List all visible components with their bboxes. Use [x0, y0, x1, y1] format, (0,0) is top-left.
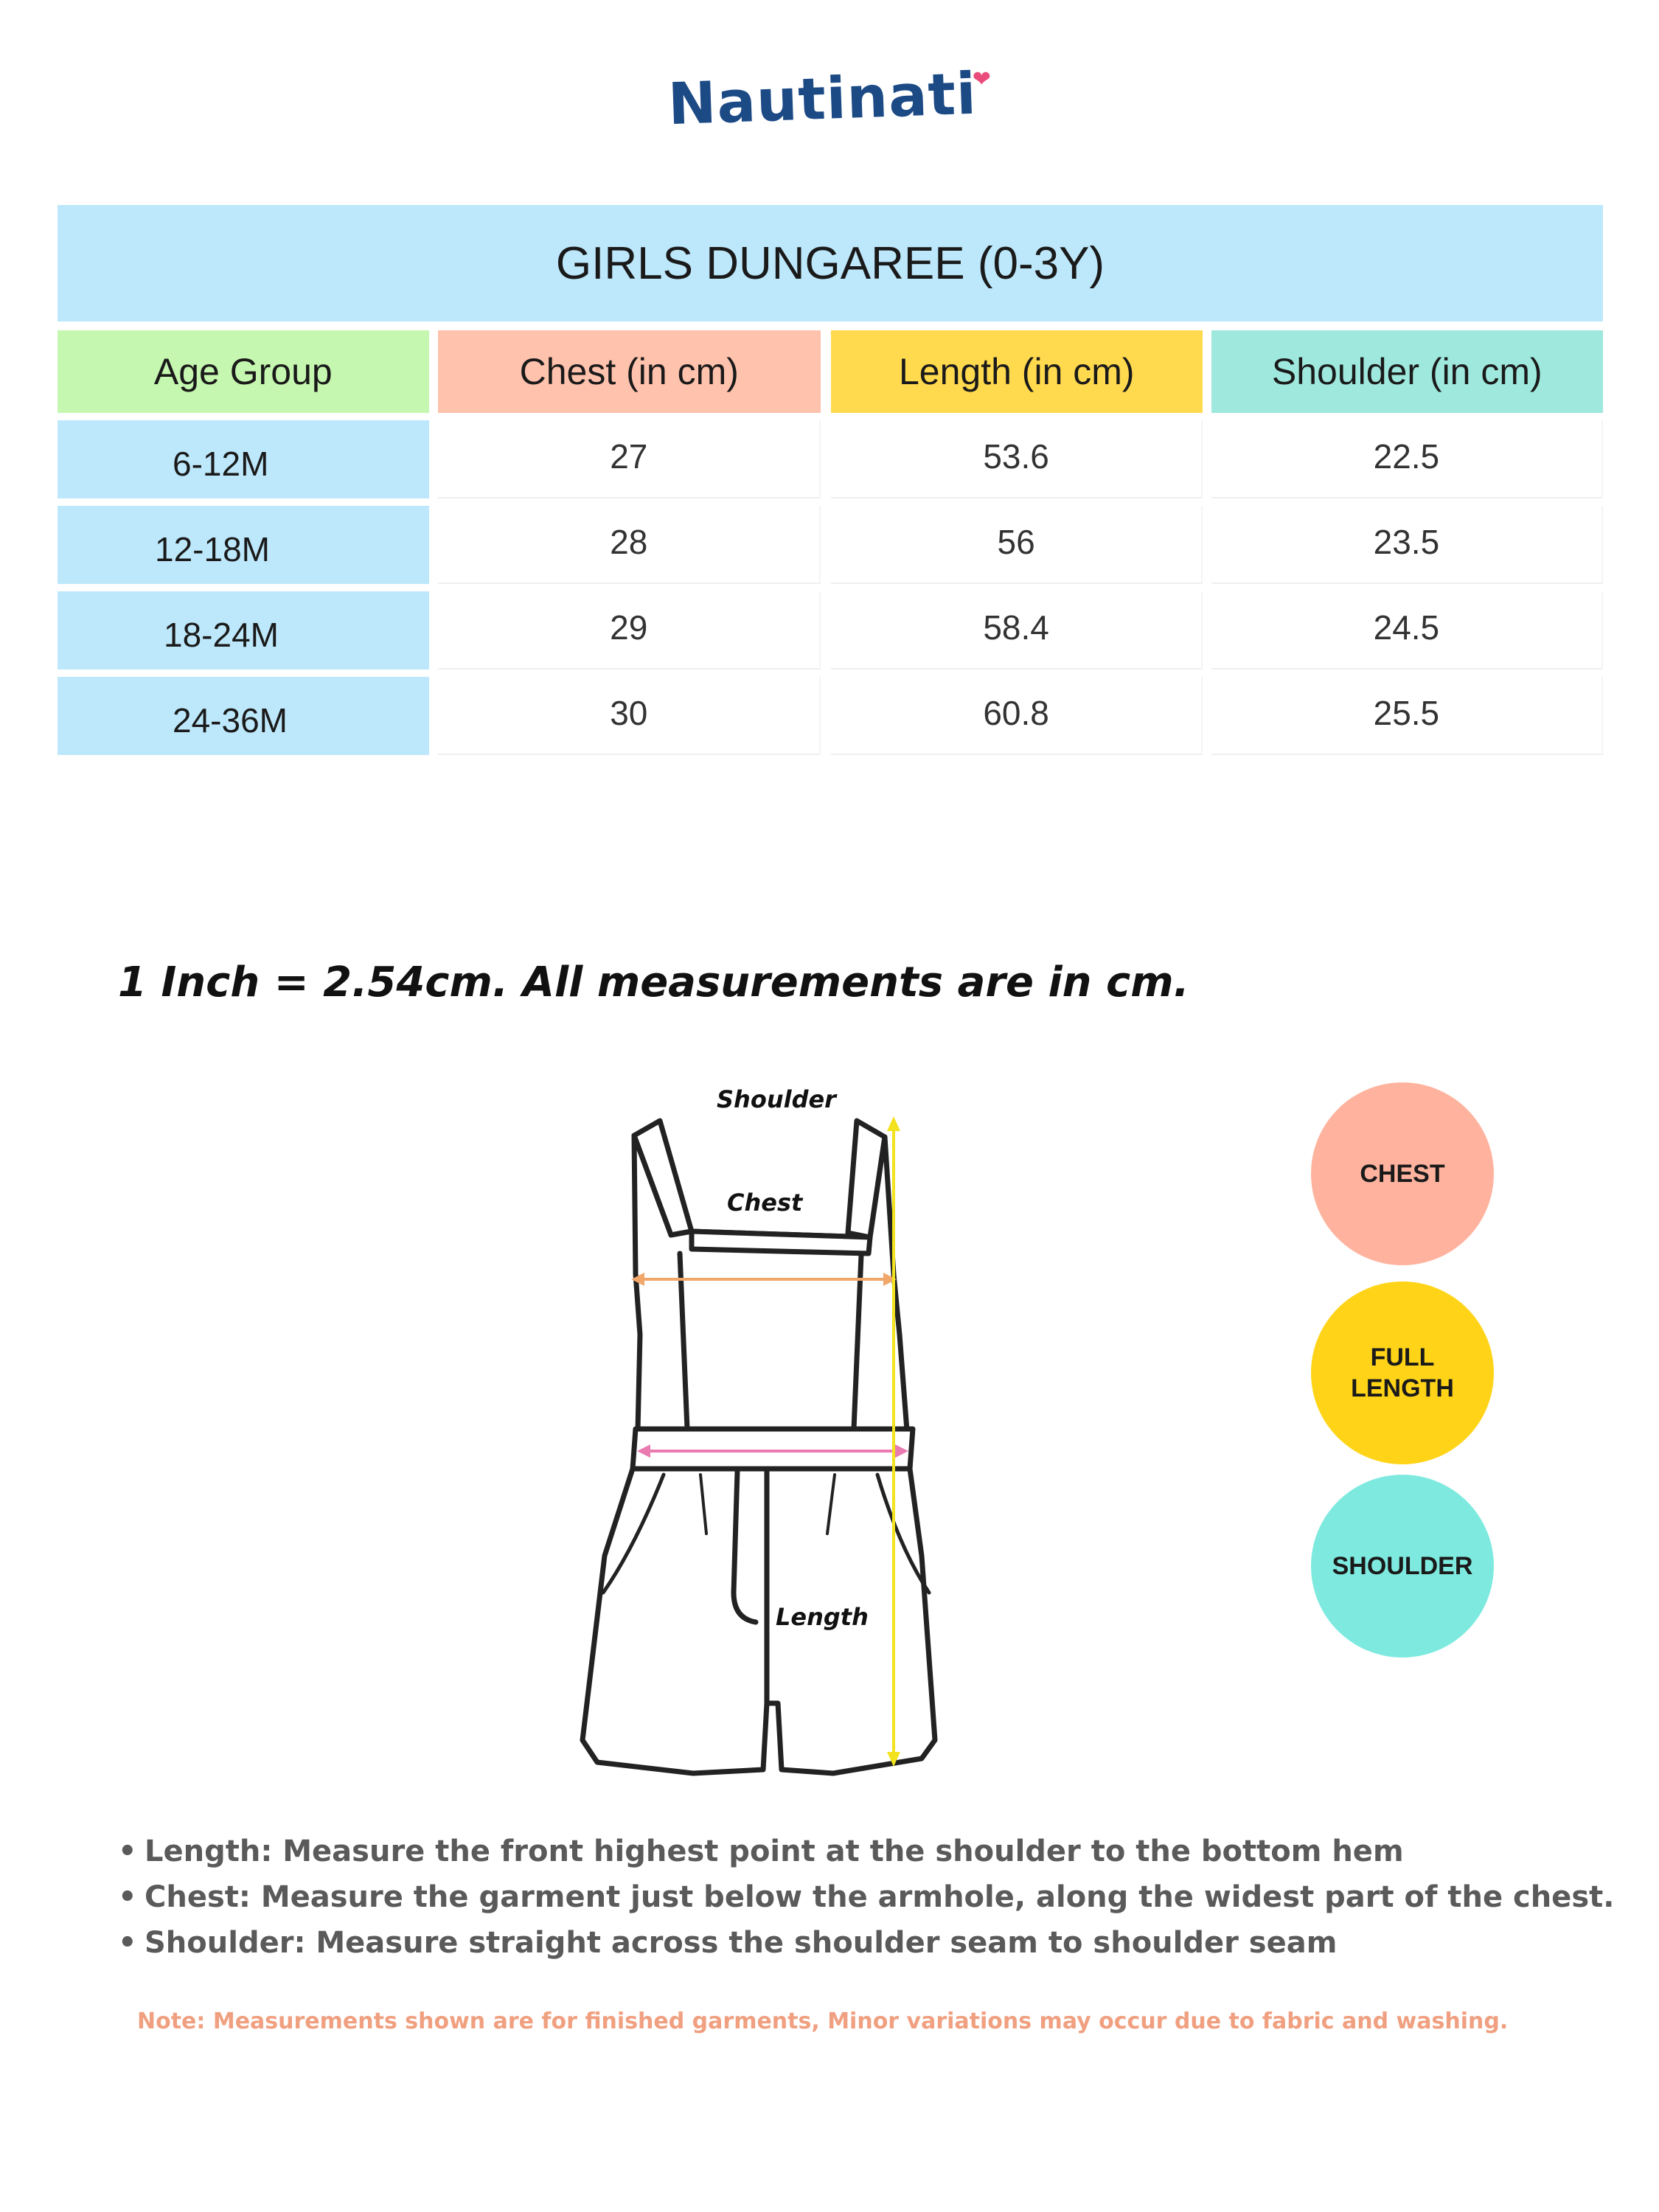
measurement-instructions: [118, 1829, 1614, 1966]
legend-shoulder-label: SHOULDER: [1332, 1552, 1473, 1580]
legend-shoulder-circle: [1311, 1475, 1494, 1658]
bullet-icon: •: [118, 1834, 137, 1868]
legend-full-length-line2: LENGTH: [1351, 1374, 1454, 1402]
bullet-icon: •: [118, 1926, 137, 1960]
list-item: [118, 1829, 1614, 1874]
instruction-length: Length: Measure the front highest point at the shoulder to the bottom hem: [145, 1834, 1404, 1868]
dungaree-measurement-diagram: [553, 1077, 1084, 1814]
shoulder-cell: 24.5: [1211, 591, 1603, 669]
header-chest: Chest (in cm): [438, 330, 821, 413]
instruction-chest: Chest: Measure the garment just below the armhole, along the widest part of the chest.: [145, 1880, 1615, 1914]
length-cell: 58.4: [831, 591, 1202, 669]
legend-full-length-circle: [1311, 1281, 1494, 1464]
brand-logo: [0, 60, 1659, 139]
table-header-row: [58, 330, 1603, 413]
footnote: Note: Measurements shown are for finished garments, Minor variations may occur due to fabric and washing.: [137, 2008, 1509, 2034]
table-row: [58, 420, 1603, 498]
size-chart-table: [58, 205, 1603, 755]
age-cell: 18-24M: [58, 591, 429, 669]
length-cell: 53.6: [831, 420, 1202, 498]
header-length: Length (in cm): [831, 330, 1203, 413]
table-row: [58, 591, 1603, 669]
table-row: [58, 677, 1603, 755]
legend-chest-label: CHEST: [1360, 1160, 1445, 1188]
length-cell: 60.8: [831, 677, 1202, 755]
list-item: [118, 1920, 1614, 1966]
age-cell: 6-12M: [58, 420, 429, 498]
unit-conversion-note: 1 Inch = 2.54cm. All measurements are in cm.: [118, 959, 1189, 1006]
header-age-group: Age Group: [58, 330, 429, 413]
age-cell: 24-36M: [58, 677, 429, 755]
chest-cell: 27: [438, 420, 821, 498]
chest-cell: 28: [438, 506, 821, 584]
age-cell: 12-18M: [58, 506, 429, 584]
list-item: [118, 1874, 1614, 1920]
diagram-label-length: Length: [776, 1603, 869, 1631]
header-shoulder: Shoulder (in cm): [1211, 330, 1603, 413]
shoulder-cell: 22.5: [1211, 420, 1603, 498]
table-title: GIRLS DUNGAREE (0-3Y): [58, 205, 1603, 321]
instruction-shoulder: Shoulder: Measure straight across the shoulder seam to shoulder seam: [145, 1926, 1338, 1960]
legend-full-length-line1: FULL: [1370, 1343, 1435, 1371]
paw-icon: ❤: [972, 67, 991, 91]
shoulder-cell: 25.5: [1211, 677, 1603, 755]
shoulder-cell: 23.5: [1211, 506, 1603, 584]
legend-chest-circle: [1311, 1082, 1494, 1265]
brand-name: Nautinati: [667, 60, 978, 139]
diagram-label-shoulder: Shoulder: [717, 1085, 836, 1113]
length-cell: 56: [831, 506, 1202, 584]
table-row: [58, 506, 1603, 584]
chest-cell: 29: [438, 591, 821, 669]
bullet-icon: •: [118, 1880, 137, 1914]
chest-cell: 30: [438, 677, 821, 755]
diagram-label-chest: Chest: [727, 1189, 803, 1217]
dungaree-illustration: [553, 1077, 1084, 1814]
